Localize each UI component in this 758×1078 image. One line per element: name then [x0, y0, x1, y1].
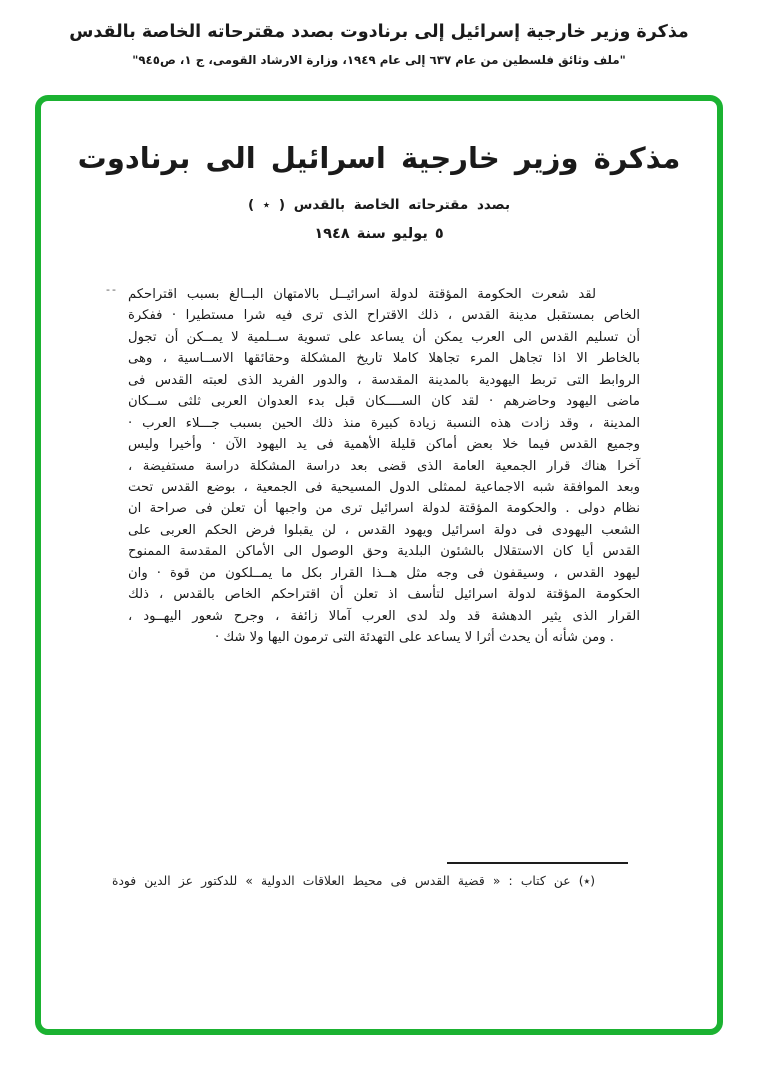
memo-date: ٥ يوليو سنة ١٩٤٨: [314, 226, 444, 242]
body-line: وبعد الموافقة شبه الاجماعية لممثلى الدول المسيحية فى الجمعية ، بوضع القدس تحت: [128, 479, 640, 495]
body-line: وجميع القدس فيما خلا بعض أماكن قليلة الأهمية فى يد اليهود الآن · وأخيرا وليس: [128, 437, 640, 453]
document-header-title: مذكرة وزير خارجية إسرائيل إلى برنادوت بصدد مقترحاته الخاصة بالقدس: [69, 22, 689, 42]
body-line: بالخاطر الا اذا تجاهل المرء تجاهلا كاملا تاريخ المشكلة وحقائقها الاســاسية ، وهى: [128, 351, 640, 367]
body-line: الروابط التى تربط اليهودية بالمدينة المقدسة ، والدور الفريد الذى لعبته القدس فى: [128, 372, 640, 388]
body-line: . ومن شأنه أن يحدث أثرا لا يساعد على التهدئة التى ترمون اليها ولا شك ·: [214, 630, 614, 645]
body-line: آخرا هناك قرار الجمعية العامة الذى قضى بعد دراسة المشكلة دراسة مستفيضة ،: [128, 458, 640, 474]
body-line: ليهود القدس ، وسيقفون فى وجه مثل هــذا القرار بكل ما يمــلكون من قوة · وان: [128, 565, 640, 581]
memo-subtitle: بصدد مقترحاته الخاصة بالقدس ( ٭ ): [247, 197, 511, 213]
memo-title: مذكرة وزير خارجية اسرائيل الى برنادوت: [77, 141, 681, 175]
footnote-separator-rule: [447, 862, 628, 864]
body-line: المدينة ، وقد زادت هذه النسبة زيادة كبيرة منذ ذلك الحين بسبب جـــلاء العرب ·: [128, 415, 640, 431]
body-line: القدس أيا كان الاستقلال بالشئون البلدية وحق الوصول الى الأماكن المقدسة الممنوح: [128, 544, 640, 560]
footnote-text: (٭) عن كتاب : « قضية القدس فى محيط العلاقات الدولية » للدكتور عز الدين فودة: [112, 874, 595, 888]
body-line: الخاص بمستقبل مدينة القدس ، ذلك الاقتراح الذى ترى فيه شرا مستطيرا · ففكرة: [128, 308, 640, 324]
body-line: لقد شعرت الحكومة المؤقتة لدولة اسرائيــل بالامتهان البــالغ بسبب اقتراحكم: [128, 287, 596, 302]
body-line: أن تسليم القدس الى العرب يمكن أن يساعد على تسوية ســلمية لا يمــكن أن تجول: [128, 329, 640, 345]
body-line: نظام دولى . والحكومة المؤقتة لدولة اسرائيل ترى من واجبها أن تعلن فى صراحة ان: [128, 501, 640, 517]
body-line: القرار الذى يثير الدهشة قد ولد لدى العرب آمالا زائفة ، وجرح شعور اليهــود ،: [128, 608, 640, 624]
scan-margin-mark: --: [106, 283, 118, 296]
body-line: ماضى اليهود وحاضرهم · لقد كان الســــكان قبل بدء العدوان العربى ثلثى ســكان: [128, 394, 640, 410]
memo-body: [128, 284, 640, 648]
body-line: الحكومة المؤقتة لدولة اسرائيل لتأسف اذ تعلن أن اقتراحكم الخاص بالقدس ، ذلك: [128, 587, 640, 603]
document-header-source: "ملف وثائق فلسطين من عام ٦٣٧ إلى عام ١٩٤٩، وزارة الارشاد القومى، ج ١، ص٩٤٥": [132, 53, 626, 67]
body-line: الشعب اليهودى فى دولة اسرائيل ويهود القدس ، لن يقبلوا فرض الحكم العربى على: [128, 522, 640, 538]
